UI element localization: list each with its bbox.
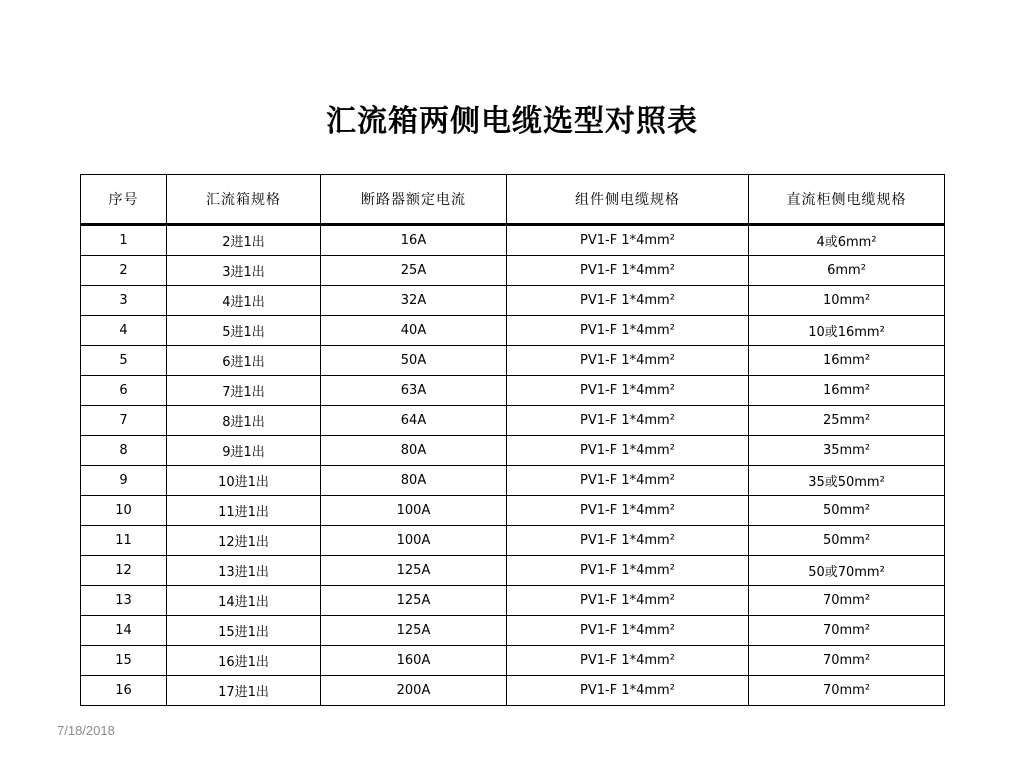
cell-breaker-current: 16A [321, 225, 507, 256]
cell-module-cable: PV1-F 1*4mm² [507, 256, 749, 286]
cell-combiner-box-spec: 9进1出 [167, 436, 321, 466]
cell-module-cable: PV1-F 1*4mm² [507, 286, 749, 316]
cell-index: 3 [81, 286, 167, 316]
cell-breaker-current: 32A [321, 286, 507, 316]
cell-dc-cable: 10或16mm² [749, 316, 945, 346]
cell-module-cable: PV1-F 1*4mm² [507, 436, 749, 466]
cell-module-cable: PV1-F 1*4mm² [507, 556, 749, 586]
cell-dc-cable: 70mm² [749, 676, 945, 706]
cell-dc-cable: 6mm² [749, 256, 945, 286]
cell-module-cable: PV1-F 1*4mm² [507, 466, 749, 496]
table-row [81, 586, 945, 616]
cell-combiner-box-spec: 6进1出 [167, 346, 321, 376]
cell-breaker-current: 63A [321, 376, 507, 406]
cell-index: 6 [81, 376, 167, 406]
cell-index: 7 [81, 406, 167, 436]
table-row [81, 436, 945, 466]
table-row [81, 376, 945, 406]
table-row [81, 256, 945, 286]
cell-index: 15 [81, 646, 167, 676]
cell-module-cable: PV1-F 1*4mm² [507, 586, 749, 616]
cell-combiner-box-spec: 10进1出 [167, 466, 321, 496]
cell-dc-cable: 10mm² [749, 286, 945, 316]
cell-combiner-box-spec: 8进1出 [167, 406, 321, 436]
cell-module-cable: PV1-F 1*4mm² [507, 646, 749, 676]
cell-index: 8 [81, 436, 167, 466]
cell-dc-cable: 35mm² [749, 436, 945, 466]
table-row [81, 616, 945, 646]
table-row [81, 526, 945, 556]
cell-breaker-current: 80A [321, 436, 507, 466]
cell-breaker-current: 100A [321, 496, 507, 526]
table-body [81, 225, 945, 706]
table-row [81, 466, 945, 496]
header-dc-cabinet-side-cable: 直流柜侧电缆规格 [749, 175, 945, 225]
cell-combiner-box-spec: 7进1出 [167, 376, 321, 406]
cell-module-cable: PV1-F 1*4mm² [507, 676, 749, 706]
cell-index: 2 [81, 256, 167, 286]
header-combiner-box-spec: 汇流箱规格 [167, 175, 321, 225]
header-breaker-rated-current: 断路器额定电流 [321, 175, 507, 225]
cell-module-cable: PV1-F 1*4mm² [507, 616, 749, 646]
cell-combiner-box-spec: 3进1出 [167, 256, 321, 286]
cell-breaker-current: 125A [321, 616, 507, 646]
header-index: 序号 [81, 175, 167, 225]
table-header-row [81, 175, 945, 225]
table-row [81, 496, 945, 526]
cell-combiner-box-spec: 13进1出 [167, 556, 321, 586]
cell-module-cable: PV1-F 1*4mm² [507, 346, 749, 376]
cell-combiner-box-spec: 16进1出 [167, 646, 321, 676]
cell-dc-cable: 35或50mm² [749, 466, 945, 496]
cell-index: 1 [81, 225, 167, 256]
cell-combiner-box-spec: 12进1出 [167, 526, 321, 556]
cell-combiner-box-spec: 14进1出 [167, 586, 321, 616]
cell-dc-cable: 4或6mm² [749, 225, 945, 256]
cell-breaker-current: 160A [321, 646, 507, 676]
slide-date: 7/18/2018 [57, 723, 115, 738]
cell-index: 14 [81, 616, 167, 646]
cell-breaker-current: 50A [321, 346, 507, 376]
cell-module-cable: PV1-F 1*4mm² [507, 225, 749, 256]
cell-combiner-box-spec: 4进1出 [167, 286, 321, 316]
cell-module-cable: PV1-F 1*4mm² [507, 376, 749, 406]
cell-breaker-current: 125A [321, 556, 507, 586]
cell-combiner-box-spec: 15进1出 [167, 616, 321, 646]
cable-selection-table [80, 174, 945, 706]
cell-combiner-box-spec: 17进1出 [167, 676, 321, 706]
table-row [81, 676, 945, 706]
cell-breaker-current: 80A [321, 466, 507, 496]
cell-index: 10 [81, 496, 167, 526]
cell-dc-cable: 50mm² [749, 526, 945, 556]
cell-dc-cable: 25mm² [749, 406, 945, 436]
cell-index: 12 [81, 556, 167, 586]
table-row [81, 646, 945, 676]
cell-module-cable: PV1-F 1*4mm² [507, 316, 749, 346]
cell-index: 16 [81, 676, 167, 706]
cell-combiner-box-spec: 11进1出 [167, 496, 321, 526]
table-row [81, 556, 945, 586]
cell-dc-cable: 50mm² [749, 496, 945, 526]
cell-combiner-box-spec: 2进1出 [167, 225, 321, 256]
cell-index: 9 [81, 466, 167, 496]
cell-dc-cable: 70mm² [749, 616, 945, 646]
cell-breaker-current: 64A [321, 406, 507, 436]
cell-index: 5 [81, 346, 167, 376]
cell-index: 4 [81, 316, 167, 346]
cell-index: 11 [81, 526, 167, 556]
cell-module-cable: PV1-F 1*4mm² [507, 496, 749, 526]
table-row [81, 406, 945, 436]
header-module-side-cable: 组件侧电缆规格 [507, 175, 749, 225]
cell-dc-cable: 70mm² [749, 646, 945, 676]
cell-breaker-current: 100A [321, 526, 507, 556]
cell-dc-cable: 70mm² [749, 586, 945, 616]
cell-combiner-box-spec: 5进1出 [167, 316, 321, 346]
table-row [81, 286, 945, 316]
cell-module-cable: PV1-F 1*4mm² [507, 406, 749, 436]
cell-dc-cable: 16mm² [749, 376, 945, 406]
table-row [81, 225, 945, 256]
table-row [81, 316, 945, 346]
cell-breaker-current: 25A [321, 256, 507, 286]
cell-dc-cable: 16mm² [749, 346, 945, 376]
cell-index: 13 [81, 586, 167, 616]
cell-breaker-current: 125A [321, 586, 507, 616]
cell-breaker-current: 200A [321, 676, 507, 706]
cell-dc-cable: 50或70mm² [749, 556, 945, 586]
page-title: 汇流箱两侧电缆选型对照表 [326, 104, 698, 139]
cell-breaker-current: 40A [321, 316, 507, 346]
table-row [81, 346, 945, 376]
cell-module-cable: PV1-F 1*4mm² [507, 526, 749, 556]
